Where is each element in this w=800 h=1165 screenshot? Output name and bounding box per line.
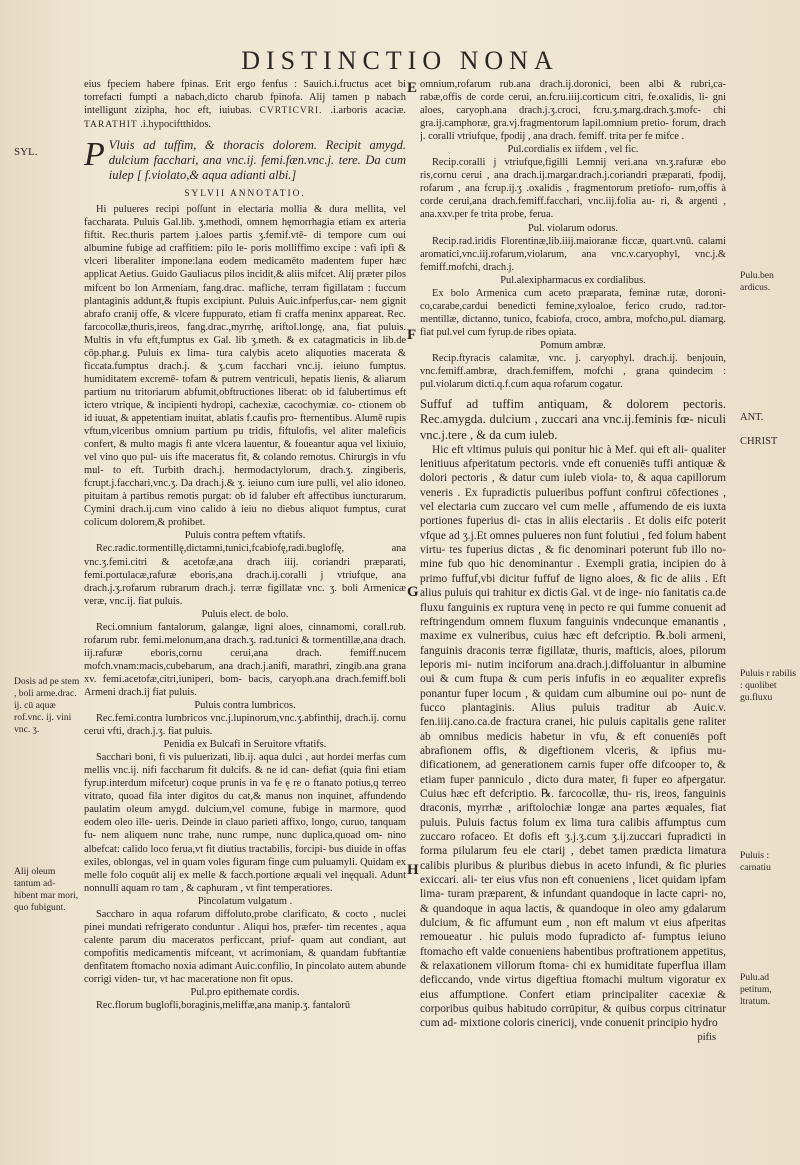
margin-note-pulvis-carnativ: Puluis : carnatiu (740, 850, 771, 873)
paragraph (84, 78, 406, 132)
paragraph: Reci.omnium fantalorum, galangæ, ligni aloes, cinnamomi, corall.rub. rofarum rubr. femi.melonum,ana drach.ʒ. rad.tunici & tormentillæ,ana drach. iij.rafuræ eboris,cornu cerui,ana drach. femiff.nucem mofch.vnam:macis,cubebarum, ana drach.j.anifi, marathri, zingib.ana grana xv. femi.acetofæ,citri,iuniperi, bom- bacis, caryoph.ana drach.femiff.boli Armeni drach.ij fiat puluis. (84, 621, 406, 698)
paragraph: Sacchari boni, fi vis puluerizati, lib.ij. aqua dulci , aut hordei merfas cum mellis vnc.ij. nifi faccharum fit dulcifs. & ne id can- defiat (quia fini etiam fyrup.interdum mifcetur) coque prunis in va fe ę re o ftanato potius,q terreo vitrato, quoad fila inter digitos du cat,& manus non inquinet, affundendo paulatim oleum amygd. dulcium,vel comune, fubige in marmore, quod eodem oleo ille- ueris. Deinde in clauo parieti affixo, longo, curuo, tanquam fu- nem aliquem nunc trahe, nunc rumpe, nunc duplica,quoad om- nino albefcat: calido loco ferua,vt fit diutius tractabilis, forcipi- bus diuide in offas exiles, oblongas, vel in quam voles figuram finge cum puluamyli. Quidam ex melle folo coquūt alij ex melle & facch.portione æquali vel inęquali. Adunt nonnulli aquam ro tam , & caphuram , vt fint temperatiores. (84, 752, 406, 894)
margin-note-pulu-ben: Pulu.ben ardicus. (740, 270, 774, 293)
rubric-text: Vluis ad tuffim, & thoracis dolorem. Recipit amygd. dulcium facchari, ana vnc.ij. femi.fæn.vnc.j. tere. Da cum iulep [ f.violato,& aqua adianti albi.] (108, 138, 406, 183)
text: .i.hypociftthidos. (140, 119, 212, 131)
text: .i.arboris acaciæ. (330, 105, 406, 117)
paragraph: omnium,rofarum rub.ana drach.ij.doronici, been albi & rubri,ca- rabæ,offis de corde cerui, an.fcru.iiij.corticum citri, fe.oxalidis, li- gni aloes, caryoph.ana drach.j.ʒ.croci, fcru.ʒ.marg.drach.ʒ.mofc- chi gra.ij.camphoræ, gra.vj.fragmentorum lapil.omnium pretio- forum, drach j. coralli vtriufque, fpodij , ana drach. femiff. trita per fe mifce . (420, 79, 726, 143)
section-letter-g: G (407, 584, 419, 600)
recipe-heading: Pul. violarum odorus. (527, 222, 619, 234)
margin-note-pulu-ad: Pulu.ad petitum, ltratum. (740, 972, 772, 1007)
margin-note-alii: Alij oleum tantum ad- hibent mar mori, quo fubigunt. (14, 866, 79, 913)
recipe-heading: Pul.pro epithemate cordis. (190, 987, 300, 999)
margin-note-christ: CHRIST (740, 436, 778, 447)
recipe-heading: Pul.alexipharmacus ex cordialibus. (500, 274, 646, 286)
recipe-heading: Puluis contra lumbricos. (194, 700, 296, 712)
margin-note-dosis: Dosis ad pe stem , boli arme.drac. ij. cū aquæ rof.vnc. ij. vini vnc. ʒ. (14, 676, 80, 735)
text: eius fpeciem habere fpinas. Erit ergo fenfus : Sauich.i.fructus acet bi torrefacti fumpti a nabach,dicto charub fpinofa. Alij tamen p nabach intelligunt zizipha, hoc eft, iuiubas. (84, 79, 406, 117)
recipe-heading: Pul.cordialis ex iifdem , vel fic. (507, 144, 639, 156)
paragraph: Recip.coralli j vtriufque,figilli Lemnij veri.ana vn.ʒ.rafuræ ebo ris,cornu cerui , ana drach.ij.margar.drach.j.coriandri præparati, fpodij, rofarum , ana fcrup.ij.ʒ .oxalidis , fragmentorum pretiofo- rum,offis à corde cerui,ana drach.femiff.facchari, vnc.iij.folia au- ri, & argenti , ana.xxv.per fe trita probe, ferua. (420, 157, 726, 221)
paragraph: Recip.ftyracis calamitæ, vnc. j. caryophyl. drach.ij. benjouin, vnc.femiff.ambræ, drach.femiffem, mofchi , grana quindecim : pul.violarum dicti.q.f.cum aqua rofarum cogatur. (420, 352, 726, 391)
recipe-heading: Pincolatum vulgatum . (197, 895, 293, 907)
rubric-paragraph (84, 138, 406, 183)
recipe-heading: Puluis contra peftem vftatifs. (184, 530, 306, 542)
paragraph: Hic eft vltimus puluis qui ponitur hic à Mef. qui eft ali- qualiter lenitiuus afperitatum pectoris. vnde eft conueniēs tuffi antiquæ & dolori pectoris , & datur cum iuleb viola- to, & aqua capillorum veneris . Ex fupradictis pulueribus poffunt conftrui cōfectiones , vel electaria cum zuccaro vel cum melle , affumendo de eis iuxta portiones fuperius di- ctas in aliis electariis . Et dolis eifc poterit vfque ad ʒ.j.Et omnes pulueres non funt folutiui , fed folum habent virtu- tes fuperius dictas , & fic denominari poterunt fub illo no- mine fub quo hic denominantur . Exempli gratia, incipien do à primo fuffuf,vbi dicitur fuffuf de ligno aloes, & fic de aliis . Eft alius puluis qui trahitur ex dictis Gal. vt de inge- nio fanitatis ca.de fluxu fanguinis ex ruptura venę in pecto re qui fumme conuenit ad reftringendum omnem fluxum fanguinis vndecunque emanantis , maxime ex vulneribus, cuius hæc eft defcriptio. ℞.boli armeni, fanguinis draconis terræ figillatæ, thuris, mafticis, aloes, pilorum leporis mi- nutim inciforum ana.drach.j.diffoluantur in albumine oui & cum ftupa & cum peris infufis in eo æqualiter exprefis ponantur fuper locum , & quidam cum albumine oui po- nunt de fucco plantaginis. Alius puluis traditur ab Auic.v. fen.iiij.cano.ca.de fractura cranei, hic puluis capitalis gene raliter ab omnibus medicis habetur in vfu, & eft conueniēs poft abrafionem offis, & digeftionem vlceris, & ipfius mu- dificationem, ad generationem carnis fuper offe difcooper to, & etiam fuper panniculo , dicto dura mater, fi fuper eo afpergatur. Cuius hæc eft defcriptio. ℞. farcocollæ, thu- ris, ireos, fanguinis draconis, myrrhæ , ariftolochiæ longæ ana partes æquales, fiat puluis. Puluis factus folum ex lima tura calibis affumptus cum zuccaro rofaceo. Et dofis eft ʒ.j.ʒ.cum ʒ.ij.zuccari fupradicti in forma pilularum feu ele ctarij , debet tamen prædicta limatura calibis pluribus & pluribus diebus in aceto infundi, & fic pluries exiccari. ali- ter eius vfus non eft conueniens , licet quidam ipfam lima- turam præparent, & infundant quandoque in lacte capri- no, & quandoque in aqua lactis, & quandoque in oleo amy gdalarum dulcium, & fic affumunt eum , non eft malum vt eius afperitas remoueatur . hic puluis modo fupradicto af- fumptus ieiuno ftomacho eft valde conueniens habentibus proftrationem appetitus, & relaxationem villorum ftoma- chi ex humiditate fuperflua illam deficcando, vnde virtus digeftiua ftomachi multum vigoratur ex eius affumptione. Confert etiam principaliter cacexiæ & corporibus quibus habitudo corrūpitur, & quibus corpus citrinatur cum ad- mixtione coloris cinericij, vnde conuenit principio hydro (420, 443, 726, 1030)
running-head: DISTINCTIO NONA (241, 46, 559, 75)
section-letter-h: H (407, 862, 419, 878)
section-letter-f: F (407, 327, 417, 343)
recipe-heading: Pomum ambræ. (540, 339, 606, 351)
recipe-heading: Penidia ex Bulcafi in Seruitore vftatifs. (163, 739, 327, 751)
paragraph: Rec.femi.contra lumbricos vnc.j.lupinorum,vnc.ʒ.abfinthij, drach.ij. cornu cerui vfti, drach.j.ʒ. fiat puluis. (84, 713, 406, 738)
term-tarathit: TARATHIT (84, 120, 138, 131)
rubric-paragraph: Suffuf ad tuffim antiquam, & dolorem pectoris. Rec.amygda. dulcium , zuccari ana vnc.ij.feminis fœ- niculi vnc.j.tere , & da cum iuleb. (420, 397, 726, 442)
right-column (420, 78, 726, 1153)
recipe-heading: Puluis elect. de bolo. (201, 608, 289, 620)
margin-note-syl: SYL. (14, 146, 38, 158)
paragraph: Recip.rad.iridis Florentinæ,lib.iiij.maioranæ ficcæ, quart.vnū. calami aromatici,vnc.iij.rofarum,violarum, ana vnc.v.caryophyl, vnc.j.& femiff.mofchi, drach.j. (420, 235, 726, 273)
term-curticuri: CVRTICVRI. (259, 106, 323, 117)
left-column (84, 78, 406, 1153)
paragraph: Rec.radic.tormentillę,dictamni,tunici,fcabiofę,radi.buglofſę, ana vnc.ʒ.femi.citri & acetofæ,ana drach iiij. coriandri præparati, femi.portulacæ,rafuræ eboris,ana drach.ij.coralli j vtriufque, ana drach.j.ʒ.rofarum rubrarum drach.j. terræ figillatæ vnc. ʒ. boli Armenicæ veræ, vnc.ij. fiat puluis. (84, 543, 406, 607)
margin-note-ant: ANT. (740, 412, 764, 423)
annotation-heading: SYLVII ANNOTATIO. (184, 189, 306, 200)
paragraph: Rec.florum buglofli,boraginis,meliffæ,ana manip.ʒ. fantalorū (96, 1000, 351, 1012)
catchword: pifis (697, 1031, 716, 1043)
drop-cap: P (84, 136, 105, 174)
section-letter-e: E (407, 80, 418, 96)
paragraph: Saccharo in aqua rofarum diffoluto,probe clarificato, & cocto , nuclei pinei mundati refrigerato conduntur . Aliqui hos, præfer- tim recentes , aqua calente parum diu maceratos perficcant, priuf- quam aut condiant, aut compofitis medicamentis mifceant, vt acrimoniam, & quandam fubftantiæ denfitatem ftomacho noxia adimant Auic.confilio, In pincolato autem abunde corrigi viden- tur, vt hac maceratione non fit opus. (84, 908, 406, 985)
margin-note-pulvis-rabilis: Puluis r rabilis : quolibet gu.fluxu (740, 668, 796, 703)
paragraph: Hi pulueres recipi poſſunt in electaria mollia & dura mellita, vel faccharata. Puluis Gal.lib. ʒ.methodi, omnem hęmorrhagia etiam ex arteria fiftit. Rec.thuris partem j.aloes partis ʒ.femif.vtē- di tempore cum oui albumine fubige ad craffitiem: pilo le- poris molliffimo excipe : vafi ipfi & vlceri liberaliter impone:lana eodem medicamēto madentem fuper hæc applicat Aetius. Guido Gauliacus pilos incidit,& aliis mifcet. Alij præter pilos mifcent bo lon Armeniam, fang.drac. mafliche, terram figillatam : fuccum plantaginis addunt,& ftupis excipiunt. Puluis Auic.infperfus,car- nem gignit abrafo cranij offe, & vlcere fuppurato, etiam fi craffa meninx appareat. Rec. farcocollæ,thuris,ireos, fang.drac.,myrrhę, ariftol.longę, ana, fiat puluis. Multis in vfu eft,fumptus ex Gal. lib ʒ.meth. & ex catagmaticis in lib.de cōp.phar.g. Puluis ex lima- tura calybis aceto aliquoties macerata & ficcata.fumptus drach.j. & ʒ.cum facchari vnc.ij. ieiuno fumptus. humiditatem excremē- tofam & putrem ventriculi, hepatis lienis, & aliarum partium nu tritoriarum abfumit,obftructiones liberat: ob id falubertimus eft ictero vtrique, & incipienti hydropi, cachexiæ, cacochymiæ. co- ctionem ob id iuuat, & appetentiam inuitat, ablatis f.caufis pro- fternentibus. Alumē rupis vftum,vlceribus omnium partium pu tridis, fiftulofis, vel aliter maleficis confert, & multo magis fi ante vlcera lauentur, & foueantur aqua vel lixiuio, vel vino quo pul- uis ifte maceratus fit, & colando remotus. Chirurgis in vfu mul- to eft. Turbith drach.j. hermodactylorum, drach.ʒ. zingiberis, fcrupt.j.facchari,vnc.ʒ. Da drach.j.& ʒ. ieiuno cum iure pulli, vel alio idoneo. pituitam à partibus remotis purgat: ob id faluber eft affectibus iuncturarum. Cymini drach.ij.cum vino calido à ieiu no diebus aliquot fumptus, curat colicum dolorem,& prohibet. (84, 204, 406, 529)
paragraph: Ex bolo Armenica cum aceto præparata, feminæ rutæ, doroni- co,carabe,cardui benedicti femine,xyloaloe, ferico crudo, rad.tor- mentillæ, dictanno, tunico, fcabiofa, croco, ambra, mofcho,pul. diamarg. fiat pul.vel cum fyrup.de ribes opiata. (420, 287, 726, 338)
